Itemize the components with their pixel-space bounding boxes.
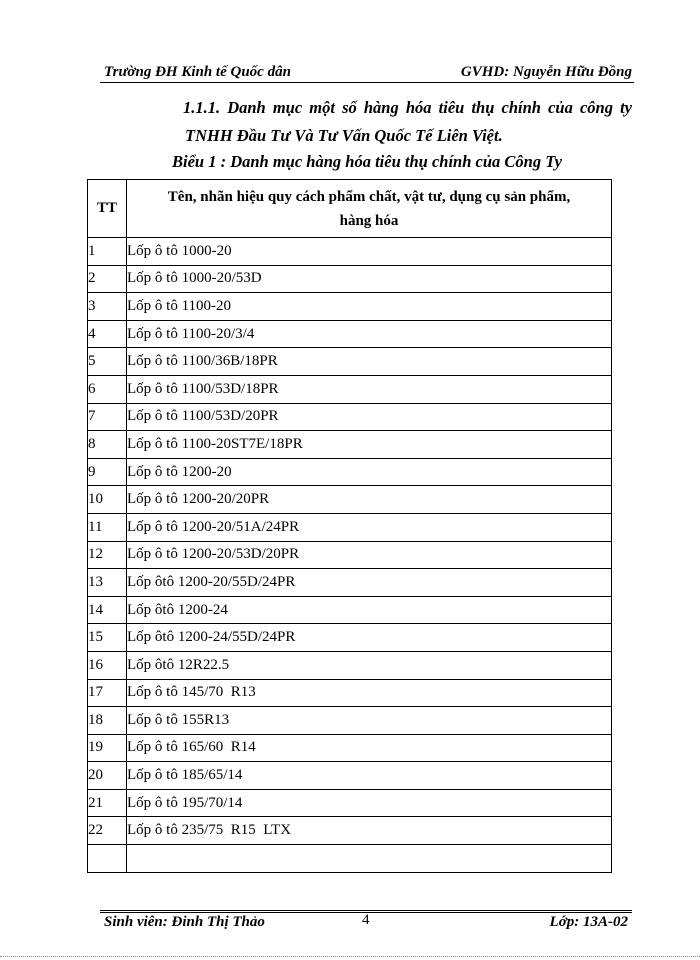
row-name: Lốp ô tô 1200-20/20PR: [127, 486, 612, 514]
page-header: [100, 62, 634, 84]
table-header-row: [88, 180, 612, 238]
row-name: Lốp ôtô 1200-20/55D/24PR: [127, 569, 612, 597]
table-row: [88, 320, 612, 348]
row-name: Lốp ô tô 1200-20/51A/24PR: [127, 513, 612, 541]
table-row: [88, 513, 612, 541]
table-row: [88, 293, 612, 321]
table-row: [88, 817, 612, 845]
row-tt: 22: [88, 817, 127, 845]
section-heading-line1: 1.1.1. Danh mục một số hàng hóa tiêu thụ chính của công ty: [182, 98, 632, 117]
table-row: [88, 458, 612, 486]
page-number: 4: [362, 912, 370, 928]
row-tt: 16: [88, 651, 127, 679]
row-tt: 5: [88, 348, 127, 376]
row-tt: 19: [88, 734, 127, 762]
row-tt: 18: [88, 707, 127, 735]
page-footer: [100, 914, 634, 936]
row-tt: 2: [88, 265, 127, 293]
table-row: [88, 651, 612, 679]
section-heading-line2: TNHH Đầu Tư Và Tư Vấn Quốc Tế Liên Việt.: [185, 126, 503, 145]
table-row: [88, 679, 612, 707]
table-row: [88, 348, 612, 376]
table-row: [88, 403, 612, 431]
table-row: [88, 845, 612, 873]
row-name: Lốp ô tô 1100-20: [127, 293, 612, 321]
row-tt: 17: [88, 679, 127, 707]
table-row: [88, 734, 612, 762]
row-name: Lốp ô tô 235/75 R15 LTX: [127, 817, 612, 845]
row-name: Lốp ô tô 195/70/14: [127, 789, 612, 817]
header-name-line1: Tên, nhãn hiệu quy cách phẩm chất, vật tư, dụng cụ sản phẩm,: [167, 188, 571, 205]
row-tt: 3: [88, 293, 127, 321]
table-row: [88, 265, 612, 293]
table-row: [88, 762, 612, 790]
row-tt: 15: [88, 624, 127, 652]
row-tt: 10: [88, 486, 127, 514]
row-name: Lốp ôtô 1200-24: [127, 596, 612, 624]
row-tt: 6: [88, 375, 127, 403]
row-name: Lốp ô tô 1100/53D/18PR: [127, 375, 612, 403]
goods-table: [87, 179, 612, 873]
header-advisor: GVHD: Nguyễn Hữu Đồng: [460, 64, 632, 80]
row-tt: 21: [88, 789, 127, 817]
row-name: Lốp ô tô 1000-20: [127, 238, 612, 266]
row-name: Lốp ô tô 1100-20ST7E/18PR: [127, 431, 612, 459]
table-caption: Biểu 1 : Danh mục hàng hóa tiêu thụ chính của Công Ty: [172, 152, 562, 171]
row-name: Lốp ô tô 1100/53D/20PR: [127, 403, 612, 431]
table-row: [88, 596, 612, 624]
table-row: [88, 707, 612, 735]
row-tt: 13: [88, 569, 127, 597]
header-name-line2: hàng hóa: [339, 212, 399, 229]
row-tt: 11: [88, 513, 127, 541]
row-tt: 7: [88, 403, 127, 431]
row-name: Lốp ôtô 1200-24/55D/24PR: [127, 624, 612, 652]
row-name: Lốp ô tô 165/60 R14: [127, 734, 612, 762]
table-row: [88, 624, 612, 652]
header-rule: [100, 82, 634, 83]
row-tt: 20: [88, 762, 127, 790]
footer-class: Lớp: 13A-02: [549, 914, 628, 930]
row-tt: 14: [88, 596, 127, 624]
header-school: Trường ĐH Kinh tế Quốc dân: [104, 64, 291, 80]
row-name: [127, 845, 612, 873]
row-name: Lốp ô tô 1200-20: [127, 458, 612, 486]
row-name: Lốp ô tô 185/65/14: [127, 762, 612, 790]
row-tt: 8: [88, 431, 127, 459]
table-body: [88, 238, 612, 873]
row-tt: [88, 845, 127, 873]
footer-student: Sinh viên: Đinh Thị Thảo: [104, 914, 265, 930]
page-bottom-rule: [0, 956, 700, 957]
row-tt: 9: [88, 458, 127, 486]
table-row: [88, 541, 612, 569]
table-row: [88, 569, 612, 597]
table-row: [88, 431, 612, 459]
row-name: Lốp ô tô 1200-20/53D/20PR: [127, 541, 612, 569]
row-tt: 1: [88, 238, 127, 266]
row-name: Lốp ô tô 155R13: [127, 707, 612, 735]
table-row: [88, 789, 612, 817]
table-row: [88, 238, 612, 266]
header-name: [127, 180, 612, 238]
row-tt: 12: [88, 541, 127, 569]
table-row: [88, 375, 612, 403]
row-name: Lốp ôtô 12R22.5: [127, 651, 612, 679]
header-tt: TT: [88, 180, 127, 238]
row-name: Lốp ô tô 145/70 R13: [127, 679, 612, 707]
row-name: Lốp ô tô 1100/36B/18PR: [127, 348, 612, 376]
table-row: [88, 486, 612, 514]
row-name: Lốp ô tô 1100-20/3/4: [127, 320, 612, 348]
row-name: Lốp ô tô 1000-20/53D: [127, 265, 612, 293]
row-tt: 4: [88, 320, 127, 348]
